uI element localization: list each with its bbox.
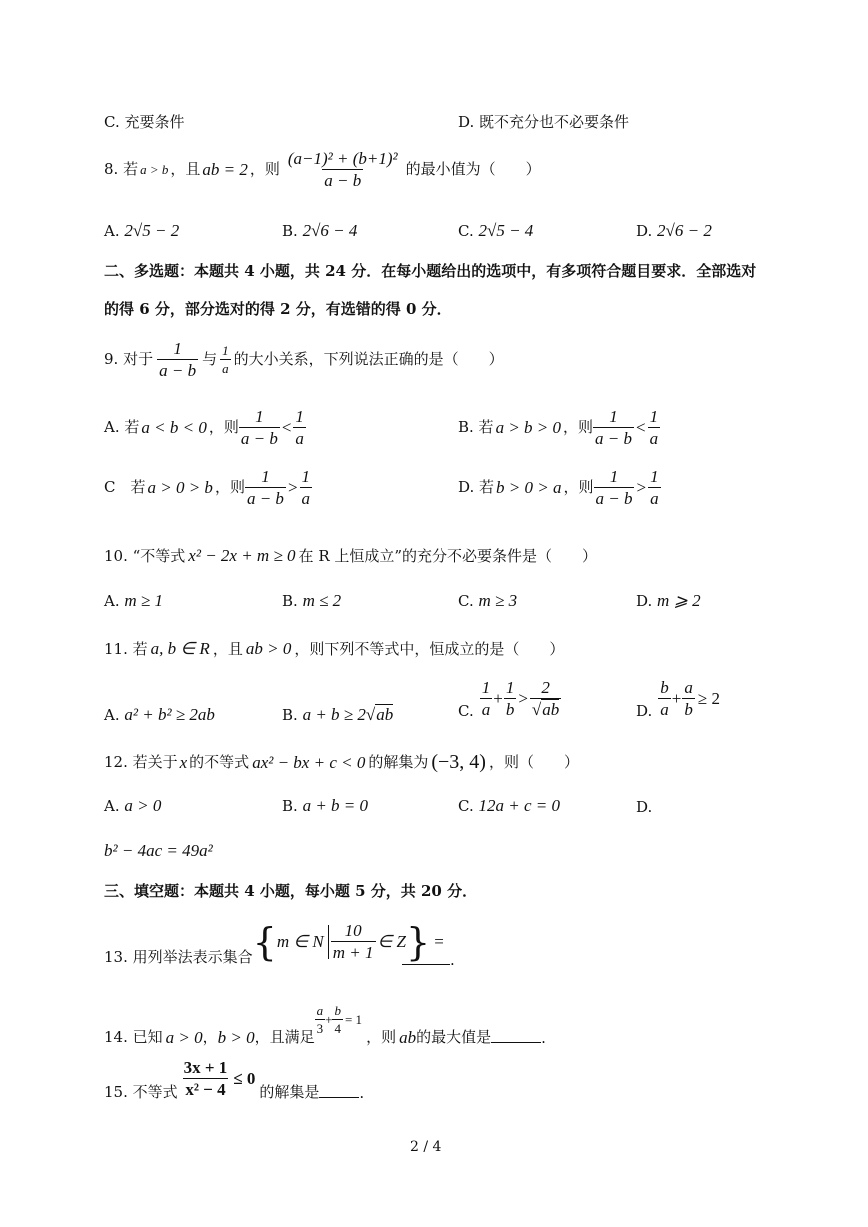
q14-text: ，且满足 [254, 1027, 315, 1046]
set-condition-left: m ∈ N [276, 932, 324, 951]
option-value: a² + b² ≥ 2ab [124, 705, 215, 724]
fraction-numerator: 1 [481, 678, 491, 697]
option-fraction-right [648, 408, 661, 447]
option-condition: b > 0 > a [496, 478, 562, 497]
option-relation: < [281, 418, 292, 437]
fraction-numerator: 1 [650, 467, 659, 486]
option-label: B. [282, 222, 298, 240]
fraction-denominator: 3 [316, 1020, 324, 1036]
fraction-1-over-a [480, 679, 493, 718]
fraction-denominator: b [505, 700, 515, 719]
q15-fraction [182, 1059, 230, 1098]
option-label: D. [636, 592, 653, 610]
option-value: m ⩾ 2 [657, 591, 701, 610]
option-value: a > 0 [124, 796, 162, 815]
q7-option-d: D. 既不充分也不必要条件 [458, 113, 630, 131]
option-label: C. [458, 797, 474, 815]
option-value: a + b ≥ 2 [302, 705, 366, 724]
fraction-denominator: a [481, 700, 491, 719]
option-fraction-right [293, 408, 306, 447]
q12-text: 的不等式 [189, 752, 250, 771]
option-label: C. [458, 592, 474, 610]
q10-expression: x² − 2x + m ≥ 0 [188, 546, 296, 565]
right-brace: } [406, 919, 431, 964]
option-label: A. [104, 706, 120, 724]
q8-fraction [286, 150, 400, 189]
option-label: B. 若 [458, 418, 494, 436]
answer-blank [319, 1083, 359, 1098]
section2-heading-line2: 的得 6 分，部分选对的得 2 分，有选错的得 0 分． [104, 300, 452, 318]
q14-suffix: 的最大值是 [416, 1027, 492, 1046]
q15-stem [104, 1055, 364, 1101]
q8-text: ，则 [249, 160, 280, 178]
fraction-numerator: 2 [541, 678, 550, 697]
fraction-numerator: 1 [505, 678, 515, 697]
option-relation: > [287, 478, 298, 497]
fraction-numerator: a [684, 678, 693, 697]
fraction-denominator: a − b [595, 489, 633, 508]
set-divider [328, 925, 329, 959]
q12-text: 的解集为 [368, 752, 429, 771]
q9-option-b [458, 408, 660, 447]
option-label: A. [104, 797, 120, 815]
option-condition: a > b > 0 [495, 418, 562, 437]
q10-option-d [636, 592, 701, 609]
q12-number: 12. 若关于 [104, 752, 178, 771]
q8-option-d [636, 222, 712, 239]
option-label: B. [282, 592, 298, 610]
q12-option-c [458, 797, 560, 814]
option-relation: > [518, 689, 528, 708]
q14-separator: ， [202, 1027, 218, 1046]
plus-sign: + [493, 689, 503, 708]
fraction-numerator: 1 [222, 343, 229, 358]
option-value: 2√6 − 2 [657, 221, 712, 240]
answer-blank [491, 1028, 541, 1043]
option-fraction-left [594, 468, 635, 507]
q9-option-d [458, 468, 661, 507]
q8-fraction-numerator: (a−1)² + (b+1)² [287, 149, 398, 168]
fraction-numerator: 1 [649, 407, 659, 426]
sqrt-sign: √ [365, 705, 376, 724]
fraction-denominator: a [650, 489, 659, 508]
option-value: m ≤ 2 [302, 591, 342, 610]
option-label: A. [104, 592, 120, 610]
sqrt-radicand: ab [376, 705, 394, 724]
option-label: D. 若 [458, 478, 495, 496]
q10-stem [104, 547, 597, 564]
q12-option-d-label: D. [636, 798, 653, 816]
q15-answer-line [319, 1083, 364, 1101]
fraction-a-over-b [682, 679, 695, 718]
q10-option-a [104, 592, 163, 609]
option-label: C 若 [104, 478, 146, 496]
option-text: ，则 [214, 478, 245, 496]
fraction-denominator: a [295, 429, 304, 448]
fraction-numerator: 1 [173, 339, 182, 358]
q12-suffix: ，则（ ） [488, 752, 579, 771]
q8-cond2: ab = 2 [202, 160, 248, 179]
q12-option-d-value: b² − 4ac = 49a² [104, 841, 213, 860]
q7-option-c: C. 充要条件 [104, 113, 185, 131]
q12-option-b [282, 797, 368, 814]
q15-suffix: 的解集是 [259, 1082, 320, 1101]
q8-number: 8. 若 [104, 160, 139, 178]
option-text: ，则 [208, 418, 239, 436]
q8-fraction-denominator: a − b [324, 171, 362, 190]
option-label: C. [458, 702, 474, 720]
q14-text: ，则 [366, 1027, 397, 1046]
fraction-denominator: x² − 4 [185, 1079, 226, 1099]
option-value: m ≥ 1 [124, 591, 163, 610]
q13-stem [104, 918, 444, 965]
q8-option-c [458, 222, 533, 239]
q15-relation: ≤ 0 [233, 1068, 256, 1088]
option-value: a + b = 0 [302, 796, 369, 815]
fraction-numerator: 1 [255, 407, 264, 426]
q10-suffix: 在 R 上恒成立”的充分不必要条件是（ ） [298, 547, 598, 565]
fraction-denominator: b [684, 700, 693, 719]
q14-target: ab [399, 1027, 417, 1047]
q9-option-c [104, 468, 312, 507]
fraction-denominator: a [660, 700, 669, 719]
q9-option-a [104, 408, 306, 447]
q8-suffix: 的最小值为（ ） [405, 160, 541, 178]
option-value: 2√6 − 4 [302, 221, 358, 240]
option-fraction-right [300, 468, 313, 507]
q11-number: 11. 若 [104, 640, 148, 658]
option-condition: a > 0 > b [147, 478, 213, 497]
option-label: A. [104, 222, 120, 240]
q10-option-c [458, 592, 517, 609]
q12-variable: x [179, 752, 188, 772]
q12-expression: ax² − bx + c < 0 [252, 752, 366, 772]
fraction-a-over-3 [315, 1004, 326, 1035]
q11-text: ，且 [212, 640, 243, 658]
option-label: D. [636, 702, 653, 720]
q11-cond1: a, b ∈ R [150, 639, 210, 658]
answer-blank [402, 950, 450, 965]
q9-fraction2 [220, 344, 231, 375]
q13-fraction [331, 922, 376, 961]
fraction-numerator: a [316, 1002, 324, 1018]
q11-option-c [458, 678, 561, 719]
q9-text: 与 [202, 350, 218, 368]
q15-text: 15. 不等式 [104, 1082, 178, 1101]
equals-sign: = [434, 932, 444, 951]
fraction-denominator: a − b [246, 489, 284, 508]
q14-text: 14. 已知 [104, 1027, 163, 1046]
option-value: 12a + c = 0 [478, 796, 560, 815]
q9-stem [104, 340, 504, 379]
q12-option-a [104, 797, 161, 814]
fraction-numerator: 10 [344, 921, 362, 940]
option-relation: > [636, 478, 647, 497]
option-label: D. [636, 222, 653, 240]
fraction-denominator: a [222, 361, 229, 376]
sqrt-radicand: ab [542, 700, 560, 719]
option-condition: a < b < 0 [141, 418, 207, 437]
q11-option-b [282, 706, 393, 723]
page-number: 2 / 4 [410, 1139, 442, 1155]
q10-option-b [282, 592, 341, 609]
fraction-2-over-sqrt-ab [530, 679, 561, 718]
q9-number: 9. 对于 [104, 350, 154, 368]
q8-option-a [104, 222, 179, 239]
option-value: m ≥ 3 [478, 591, 518, 610]
fraction-b-over-4 [332, 1004, 343, 1035]
q8-text: ，且 [170, 160, 201, 178]
option-fraction-left [245, 468, 286, 507]
q11-cond2: ab > 0 [245, 639, 292, 658]
q8-cond1: a > b [140, 162, 169, 177]
fraction-denominator: a − b [595, 429, 633, 448]
q12-stem [104, 752, 579, 772]
q11-option-a [104, 706, 215, 723]
q8-option-b [282, 222, 357, 239]
option-relation: < [636, 418, 646, 437]
q11-suffix: ，则下列不等式中，恒成立的是（ ） [294, 640, 565, 658]
q14-stem [104, 992, 546, 1046]
plus-sign: + [325, 1011, 333, 1027]
q13-answer-line [402, 950, 455, 968]
q14-answer-line [491, 1028, 546, 1046]
q9-suffix: 的大小关系，下列说法正确的是（ ） [233, 350, 504, 368]
period: . [359, 1084, 365, 1102]
q9-fraction1 [157, 340, 198, 379]
fraction-b-over-a [658, 679, 671, 718]
q11-stem [104, 640, 564, 657]
option-relation: ≥ 2 [697, 689, 720, 708]
fraction-denominator: a − b [240, 429, 278, 448]
q10-number: 10. “不等式 [104, 547, 186, 565]
fraction-denominator: a [649, 429, 659, 448]
q14-cond1: a > 0 [165, 1027, 203, 1047]
fraction-numerator: 1 [295, 407, 304, 426]
fraction-numerator: 1 [609, 467, 619, 486]
fraction-denominator: a [301, 489, 311, 508]
left-brace: { [252, 919, 277, 964]
fraction-denominator: 4 [334, 1020, 341, 1036]
fraction-denominator: a − b [159, 361, 197, 380]
option-label: B. [282, 706, 298, 724]
set-condition-right: ∈ Z [377, 932, 407, 951]
fraction-numerator: b [334, 1002, 341, 1018]
q8-stem [104, 150, 541, 189]
q12-solution-set: (−3, 4) [431, 751, 486, 773]
q14-cond2: b > 0 [217, 1027, 255, 1047]
fraction-denominator: m + 1 [332, 943, 374, 962]
fraction-numerator: 1 [301, 467, 311, 486]
fraction-numerator: 1 [261, 467, 270, 486]
option-label: A. 若 [104, 418, 140, 436]
period: . [541, 1029, 546, 1047]
option-fraction-left [593, 408, 634, 447]
option-fraction-left [239, 408, 280, 447]
option-text: ，则 [563, 478, 594, 496]
fraction-numerator: b [660, 678, 669, 697]
option-value: 2√5 − 2 [124, 221, 180, 240]
q11-option-d [636, 678, 720, 719]
option-label: B. [282, 797, 298, 815]
option-text: ，则 [563, 418, 594, 436]
option-value: 2√5 − 4 [478, 221, 534, 240]
fraction-1-over-b [504, 679, 517, 718]
plus-sign: + [671, 689, 682, 708]
option-label: C. [458, 222, 474, 240]
q13-text: 13. 用列举法表示集合 [104, 948, 253, 966]
fraction-numerator: 3x + 1 [183, 1057, 228, 1077]
period: . [450, 951, 455, 969]
q14-relation: = 1 [344, 1011, 363, 1027]
section2-heading-line1: 二、多选题：本题共 4 小题，共 24 分．在每小题给出的选项中，有多项符合题目要求．全部选对 [104, 262, 757, 280]
option-fraction-right [648, 468, 661, 507]
fraction-denominator: √ab [531, 700, 560, 719]
fraction-numerator: 1 [609, 407, 618, 426]
section3-heading: 三、填空题：本题共 4 小题，每小题 5 分，共 20 分． [104, 882, 478, 900]
